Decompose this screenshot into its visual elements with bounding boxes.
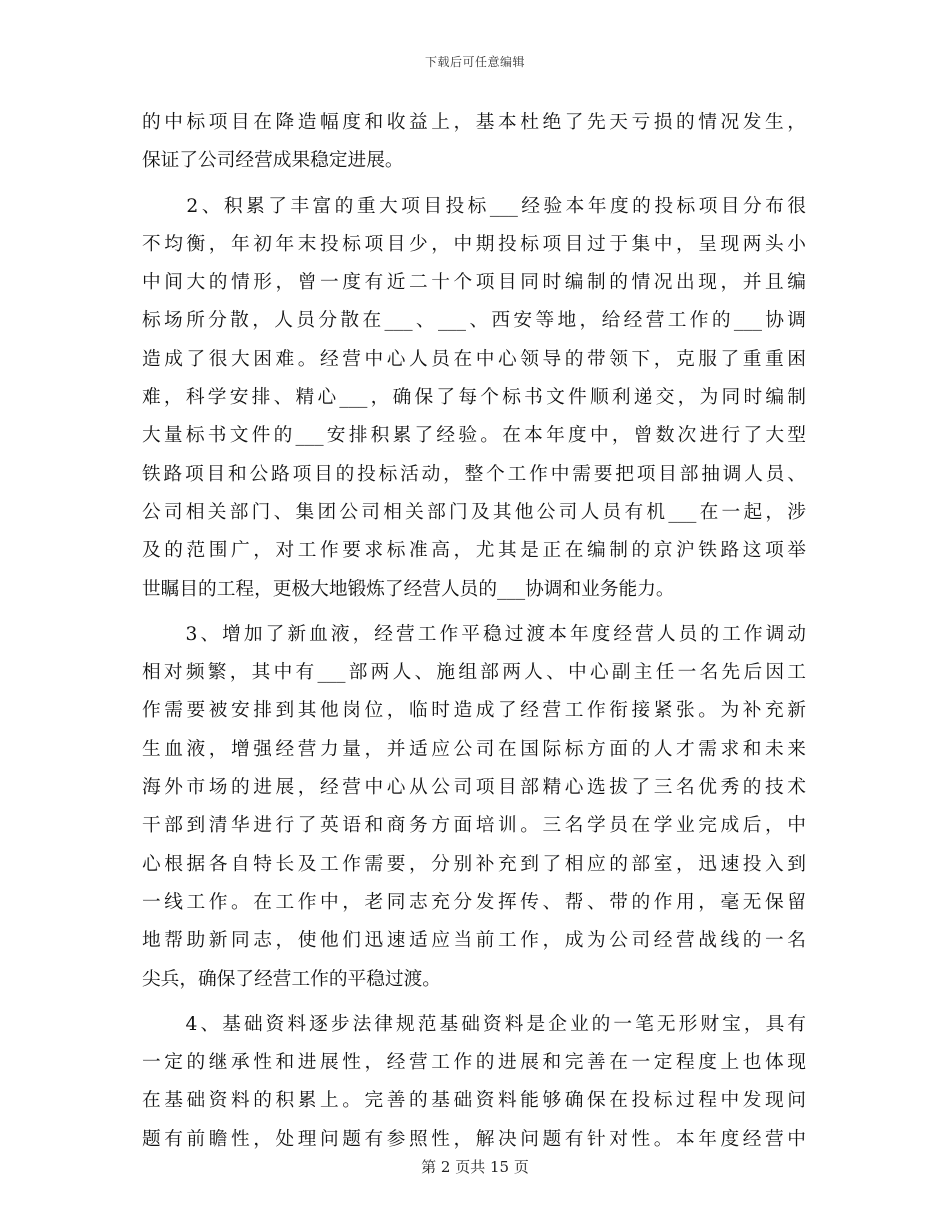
text-line: 干部到清华进行了英语和商务方面培训。三名学员在学业完成后，中 [142, 815, 806, 837]
paragraph [142, 188, 806, 609]
text-line: 保证了公司经营成果稳定进展。 [142, 150, 404, 172]
text-line: 及的范围广，对工作要求标准高，尤其是正在编制的京沪铁路这项举 [142, 540, 806, 562]
text-line: 铁路项目和公路项目的投标活动，整个工作中需要把项目部抽调人员、 [142, 463, 806, 485]
paragraph [142, 616, 806, 999]
text-line: 2、积累了丰富的重大项目投标___经验本年度的投标项目分布很 [142, 195, 806, 217]
text-line: 造成了很大困难。经营中心人员在中心领导的带领下，克服了重重困 [142, 348, 806, 370]
text-line: 一线工作。在工作中，老同志充分发挥传、帮、带的作用，毫无保留 [142, 891, 806, 913]
page-header: 下载后可任意编辑 [424, 55, 525, 69]
page-footer: 第 2 页共 15 页 [421, 1158, 529, 1176]
text-line: 4、基础资料逐步法律规范基础资料是企业的一笔无形财宝，具有 [142, 1013, 806, 1035]
text-line: 难，科学安排、精心___，确保了每个标书文件顺利递交，为同时编制 [142, 387, 806, 409]
text-line: 作需要被安排到其他岗位，临时造成了经营工作衔接紧张。为补充新 [142, 700, 806, 722]
text-line: 相对频繁，其中有___部两人、施组部两人、中心副主任一名先后因工 [142, 662, 806, 684]
text-line: 不均衡，年初年末投标项目少，中期投标项目过于集中，呈现两头小 [142, 233, 806, 255]
text-line: 世瞩目的工程，更极大地锻炼了经营人员的___协调和业务能力。 [142, 578, 675, 600]
text-line: 的中标项目在降造幅度和收益上，基本杜绝了先天亏损的情况发生， [142, 112, 806, 133]
document-body [142, 104, 806, 1159]
text-line: 题有前瞻性，处理问题有参照性，解决问题有针对性。本年度经营中 [142, 1128, 806, 1150]
text-line: 一定的继承性和进展性，经营工作的进展和完善在一定程度上也体现 [142, 1052, 806, 1074]
text-line: 心根据各自特长及工作需要，分别补充到了相应的部室，迅速投入到 [142, 853, 806, 875]
text-line: 3、增加了新血液，经营工作平稳过渡本年度经营人员的工作调动 [142, 623, 806, 645]
text-line: 公司相关部门、集团公司相关部门及其他公司人员有机___在一起，涉 [142, 501, 806, 523]
text-line: 地帮助新同志，使他们迅速适应当前工作，成为公司经营战线的一名 [142, 930, 806, 952]
text-line: 大量标书文件的___安排积累了经验。在本年度中，曾数次进行了大型 [142, 425, 806, 447]
text-line: 中间大的情形，曾一度有近二十个项目同时编制的情况出现，并且编 [142, 272, 806, 294]
text-line: 海外市场的进展，经营中心从公司项目部精心选拔了三名优秀的技术 [142, 777, 806, 799]
paragraph [142, 104, 806, 181]
text-line: 标场所分散，人员分散在___、___、西安等地，给经营工作的___协调 [142, 310, 806, 332]
text-line: 在基础资料的积累上。完善的基础资料能够确保在投标过程中发现问 [142, 1090, 806, 1112]
paragraph [142, 1006, 806, 1159]
text-line: 生血液，增强经营力量，并适应公司在国际标方面的人才需求和未来 [142, 738, 806, 760]
text-line: 尖兵，确保了经营工作的平稳过渡。 [142, 968, 441, 990]
